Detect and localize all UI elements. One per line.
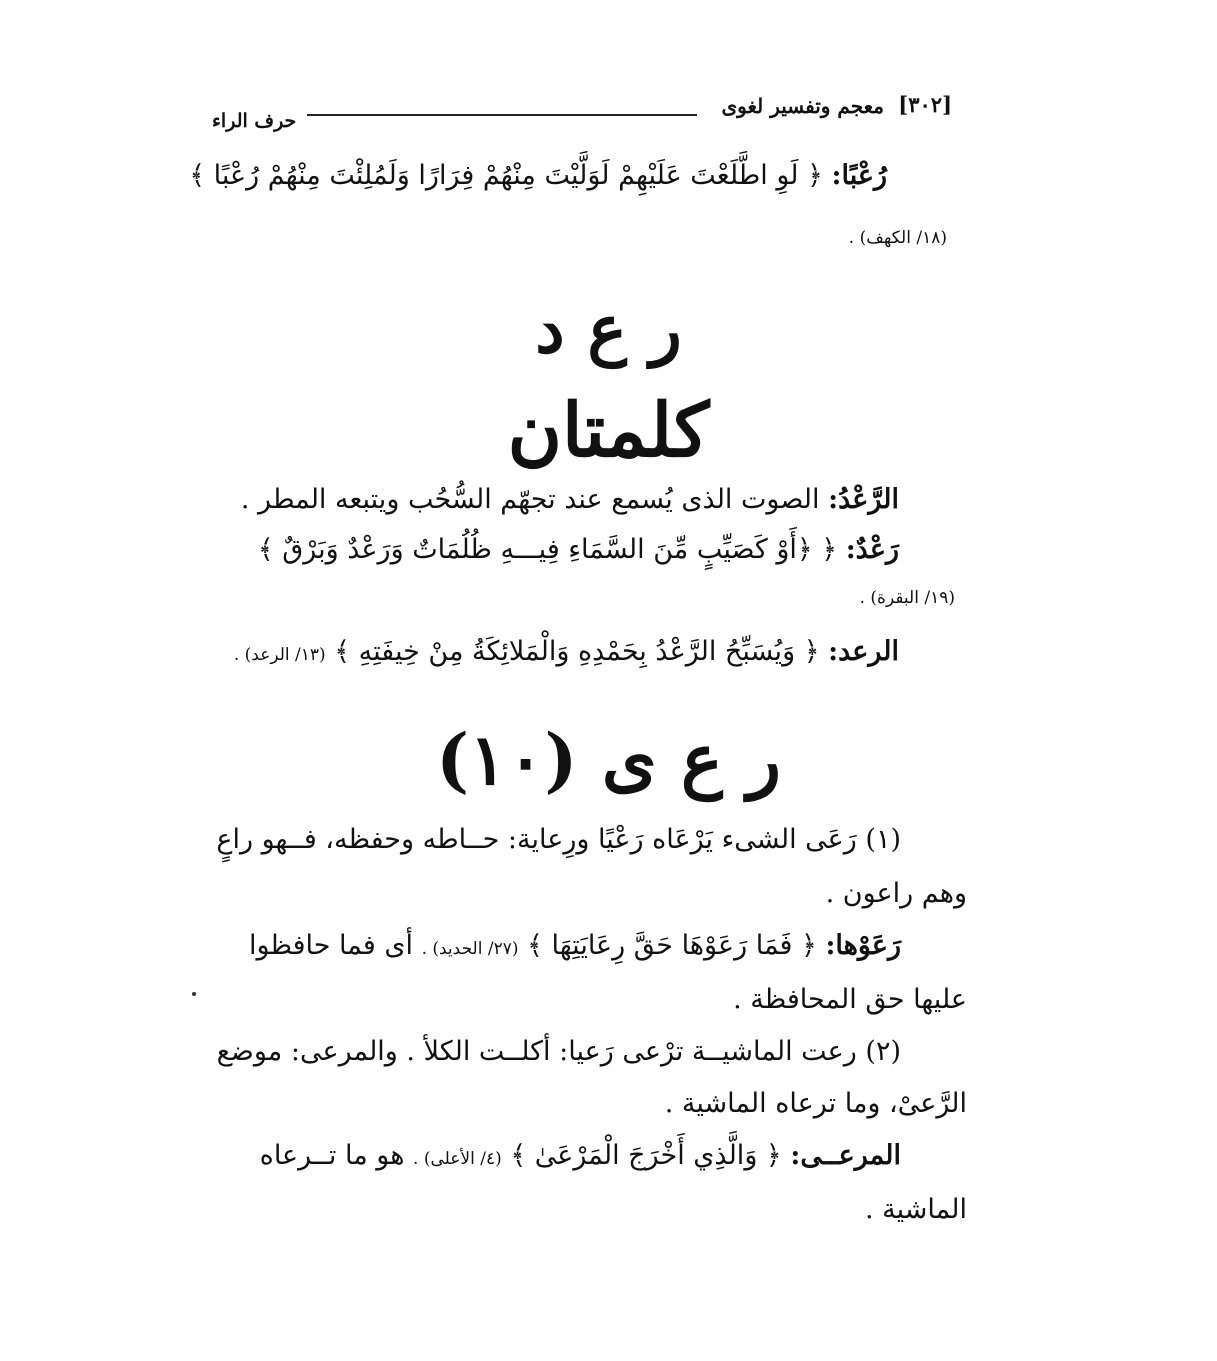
entry-term: رُعْبًا: [831, 160, 887, 191]
chapter-title: حرف الراء [212, 110, 297, 132]
quran-quote: ﴿ لَوِ اطَّلَعْتَ عَلَيْهِمْ لَوَلَّيْتَ مِنْهُمْ فِرَارًا وَلَمُلِئْتَ مِنْهُمْ رُعْبًا ﴾ [189, 160, 823, 191]
root-heading-ray: ر ع ى (١٠) [436, 718, 781, 801]
entry-rawha [249, 930, 901, 961]
page-number: [٣٠٢] [898, 92, 952, 117]
word-count-heading: كلمتان [507, 388, 710, 474]
quran-quote: ﴿ فَمَا رَعَوْهَا حَقَّ رِعَايَتِهَا ﴾ [527, 930, 817, 961]
entry-term: الرَّعْدُ: [828, 484, 899, 515]
entry-marah [260, 1140, 901, 1171]
definition-text: الصوت الذى يُسمع عند تجهّم السُّحُب ويتبعه المطر . [240, 484, 820, 515]
page-header [212, 92, 952, 136]
quran-quote: ﴿ وَالَّذِي أَخْرَجَ الْمَرْعَىٰ ﴾ [510, 1140, 782, 1171]
definition-2-line1: (٢) رعت الماشيــة ترْعى رَعيا: أكلــت الكلأ . والمرعى: موضع [216, 1036, 901, 1067]
definition-2-line2: الرَّعىْ، وما ترعاه الماشية . [664, 1088, 967, 1119]
root-heading-rad: ر ع د [535, 290, 682, 368]
explanation-text: أى فما حافظوا [249, 930, 413, 961]
citation: (١٣/ الرعد) . [233, 645, 326, 665]
entry-term: رَعْدٌ: [845, 534, 899, 565]
entry-term: رَعَوْها: [825, 930, 901, 961]
book-title: معجم وتفسير لغوى [721, 94, 884, 118]
definition-1-line1: (١) رَعَى الشىء يَرْعَاه رَعْيًا ورِعاية: حــاطه وحفظه، فــهو راعٍ [216, 824, 901, 855]
quran-quote: ﴿ وَيُسَبِّحُ الرَّعْدُ بِحَمْدِهِ وَالْمَلائِكَةُ مِنْ خِيفَتِهِ ﴾ [334, 636, 820, 667]
entry-alraad-def [241, 484, 899, 515]
citation: (٤/ الأعلى) . [413, 1149, 502, 1169]
entry-alraad-quote [234, 636, 899, 667]
explanation-text: هو ما تــرعاه [259, 1140, 405, 1171]
quran-quote: ﴿ ﴿أَوْ كَصَيِّبٍ مِّنَ السَّمَاءِ فِيـــهِ ظُلُمَاتٌ وَرَعْدٌ وَبَرْقٌ ﴾ [257, 534, 838, 565]
entry-raadun [258, 534, 899, 565]
explanation-line2: عليها حق المحافظة . [733, 984, 967, 1015]
citation: (٢٧/ الحديد) . [421, 939, 519, 959]
definition-1-line2: وهم راعون . [825, 878, 967, 909]
citation: (١٩/ البقرة) . [859, 588, 955, 608]
header-rule [307, 114, 697, 116]
entry-term: الرعد: [828, 636, 899, 667]
explanation-line2: الماشية . [865, 1194, 967, 1225]
scan-speck [192, 992, 196, 996]
entry-ruba [189, 160, 887, 191]
citation: (١٨/ الكهف) . [848, 228, 947, 248]
entry-term: المرعــى: [790, 1140, 901, 1171]
